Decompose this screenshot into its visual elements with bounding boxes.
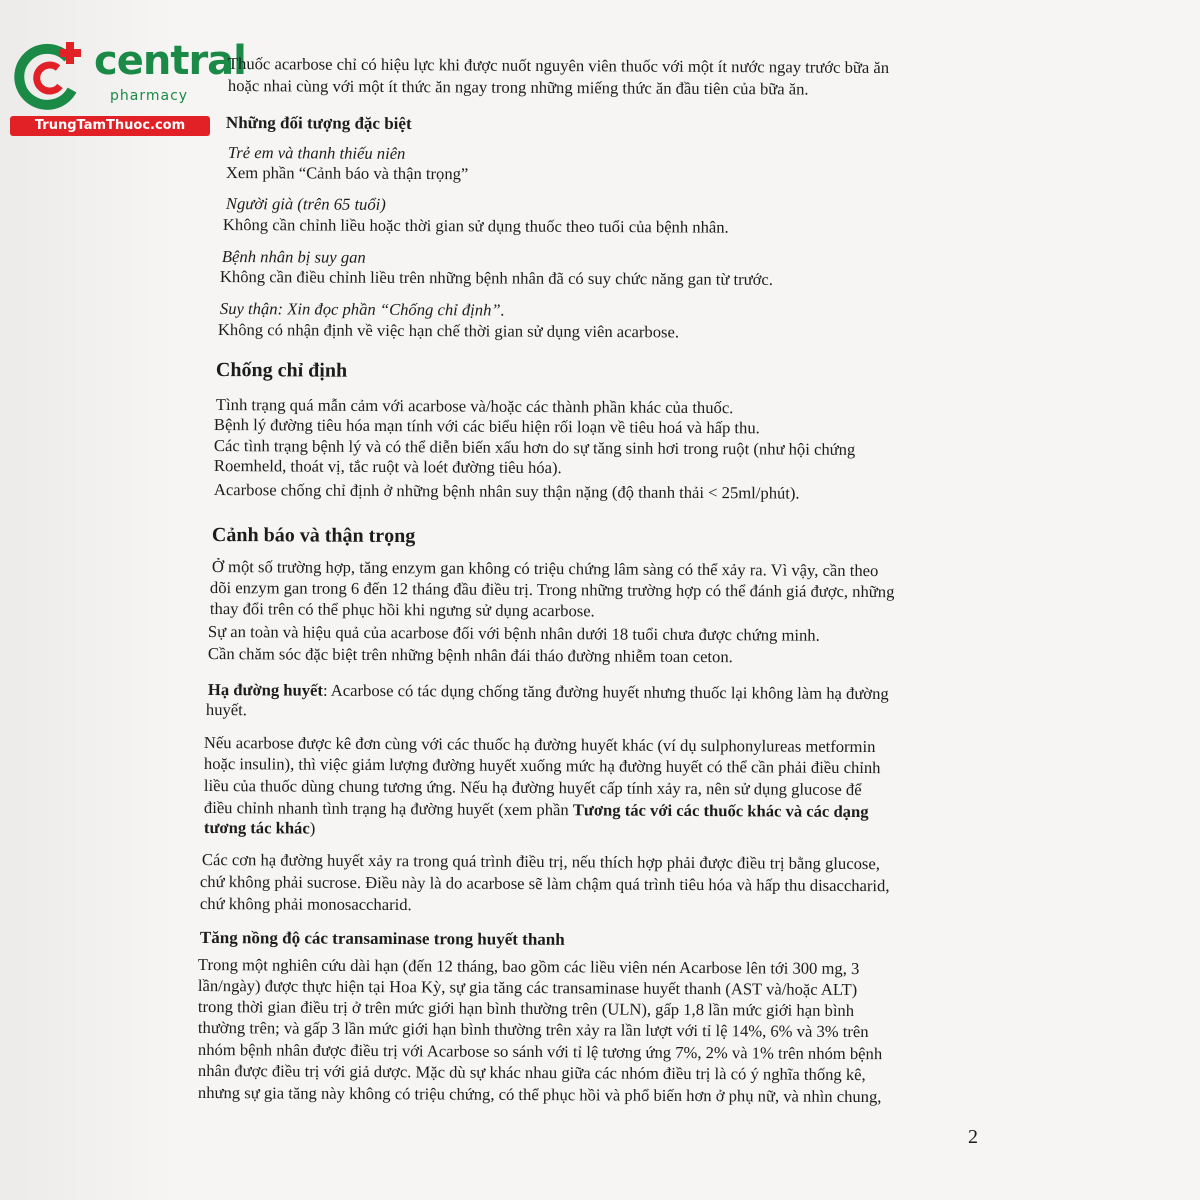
text-line (208, 680, 889, 704)
text-line-main: Các cơn hạ đường huyết xảy ra trong quá trình điều trị, nếu thích hợp phải được điều trị bằng glucose, (201, 850, 880, 874)
text-line-main: huyết. (205, 700, 248, 720)
logo-subtitle: pharmacy (110, 88, 189, 104)
text-line (204, 733, 876, 757)
text-line-main: Những đối tượng đặc biệt (225, 113, 412, 133)
text-line (210, 578, 895, 602)
text-line-main: Hạ đường huyết (207, 680, 324, 700)
text-line (200, 894, 412, 915)
text-line (206, 700, 247, 720)
text-line-rest: : Acarbose có tác dụng chống tăng đường huyết nhưng thuốc lại không làm hạ đường (322, 680, 889, 704)
text-line-main: Ở một số trường hợp, tăng enzym gan không có triệu chứng lâm sàng có thể xảy ra. Vì vậy, cần theo (211, 557, 879, 581)
text-line (198, 1018, 869, 1042)
text-line (198, 955, 860, 979)
text-line (204, 776, 862, 800)
text-line (198, 1083, 882, 1107)
text-line (223, 215, 729, 238)
text-line-main: trong thời gian điều trị ở trên mức giới hạn bình thường trên (ULN), gấp 1,8 lần mức giới hạn bình (197, 997, 855, 1021)
text-line (208, 622, 820, 646)
section-heading (226, 113, 412, 134)
text-line-main: Bệnh nhân bị suy gan (221, 247, 366, 267)
text-line (200, 872, 890, 896)
page-number: 2 (968, 1126, 978, 1148)
text-line (218, 320, 679, 342)
text-line-main: nhưng sự gia tăng này không có triệu chứng, có thể phục hồi và phổ biến hơn ở phụ nữ, và nhìn chung, (197, 1083, 882, 1107)
text-line-main: Tăng nồng độ các transaminase trong huyết thanh (199, 928, 565, 949)
text-line-main: Cần chăm sóc đặc biệt trên những bệnh nhân đái tháo đường nhiễm toan ceton. (207, 644, 733, 667)
text-line (208, 644, 733, 667)
text-line-main: Sự an toàn và hiệu quả của acarbose đối với bệnh nhân dưới 18 tuổi chưa được chứng minh. (207, 622, 820, 645)
text-line-main: nhân được điều trị với giả dược. Mặc dù sự khác nhau giữa các nhóm điều trị là có ý nghĩa thống kê, (197, 1061, 866, 1085)
text-line-main: Người già (trên 65 tuổi) (225, 194, 386, 214)
text-line (202, 850, 880, 874)
text-line (198, 997, 854, 1021)
logo-website-badge: TrungTamThuoc.com (10, 116, 210, 136)
logo-name: central (94, 38, 246, 84)
text-line-main: hoặc insulin), thì việc giảm lượng đường huyết xuống mức hạ đường huyết có thể cần phải điều chỉnh (203, 754, 881, 778)
text-line-main: thường trên; và gấp 3 lần mức giới hạn bình thường trên xảy ra lần lượt với tỉ lệ 14%, 6% và 3% trên (197, 1018, 869, 1042)
text-line-main: Suy thận: Xin đọc phần “Chống chỉ định”. (219, 299, 505, 320)
section-heading (212, 525, 415, 546)
text-line (222, 247, 366, 268)
text-line-main: Tình trạng quá mẫn cảm với acarbose và/hoặc các thành phần khác của thuốc. (215, 395, 734, 418)
text-line (212, 557, 879, 581)
section-heading (200, 928, 565, 950)
text-line-main: Không cần điều chỉnh liều trên những bệnh nhân đã có suy chức năng gan từ trước. (219, 267, 774, 289)
text-line-main: tương tác khác (203, 818, 310, 838)
text-line-main: hoặc nhai cùng với một ít thức ăn ngay trong những miếng thức ăn đầu tiên của bữa ăn. (227, 76, 809, 99)
text-line-main: Xem phần “Cảnh báo và thận trọng” (225, 163, 469, 184)
text-line-main: liều của thuốc dùng chung tương ứng. Nếu hạ đường huyết cấp tính xảy ra, nên sử dụng glucose để (203, 776, 862, 800)
text-line (220, 299, 505, 320)
text-line-main: Thuốc acarbose chỉ có hiệu lực khi được nuốt nguyên viên thuốc với một ít nước ngay trước bữa ăn (227, 54, 890, 78)
text-line (198, 1040, 882, 1064)
text-line (204, 754, 881, 778)
text-line-main: Trẻ em và thanh thiếu niên (227, 143, 406, 163)
text-line-main: nhóm bệnh nhân được điều trị với Acarbose so sánh với tỉ lệ tương ứng 7%, 2% và 1% trên nhóm bệnh (197, 1040, 883, 1064)
text-line (226, 163, 468, 184)
text-line (198, 976, 857, 1000)
text-line-main: chứ không phải monosaccharid. (199, 894, 412, 915)
text-line-rest: ) (309, 818, 316, 838)
text-line-main: lần/ngày) được thực hiện tại Hoa Kỳ, sự gia tăng các transaminase huyết thanh (AST và/hoặc ALT) (197, 976, 858, 1000)
text-line-main: Chống chỉ định (215, 359, 348, 382)
text-line-main: Không có nhận định về việc hạn chế thời gian sử dụng viên acarbose. (217, 320, 680, 342)
text-line (228, 143, 406, 164)
text-line-main: chứ không phải sucrose. Điều này là do acarbose sẽ làm chậm quá trình tiêu hóa và hấp thu disaccharid, (199, 872, 890, 896)
text-line (214, 456, 562, 478)
text-line-main: Không cần chỉnh liều hoặc thời gian sử dụng thuốc theo tuổi của bệnh nhân. (222, 215, 729, 237)
text-line (220, 267, 773, 290)
text-line-main: Các tình trạng bệnh lý và có thể diễn biến xấu hơn do sự tăng sinh hơi trong ruột (như hội chứng (213, 436, 856, 459)
text-line-main: Nếu acarbose được kê đơn cùng với các thuốc hạ đường huyết khác (ví dụ sulphonylureas metformin (203, 733, 876, 757)
text-line-main: Bệnh lý đường tiêu hóa mạn tính với các biểu hiện rối loạn về tiêu hoá và hấp thu. (213, 415, 760, 438)
text-line-main: thay đổi trên có thể phục hồi khi ngưng sử dụng acarbose. (209, 599, 595, 621)
text-line (228, 76, 809, 100)
text-line (198, 1061, 866, 1085)
text-line-bold: Tương tác với các thuốc khác và các dạng (572, 800, 869, 822)
text-line-main: Acarbose chống chỉ định ở những bệnh nhân suy thận nặng (độ thanh thải < 25ml/phút). (213, 480, 800, 503)
text-line-main: Cảnh báo và thận trọng (211, 524, 416, 548)
text-line-main: Trong một nghiên cứu dài hạn (đến 12 tháng, bao gồm các liều viên nén Acarbose lên tới 300 mg, 3 (197, 955, 860, 979)
text-line (204, 818, 315, 839)
text-line (210, 599, 595, 621)
text-line-main: Roemheld, thoát vị, tắc ruột và loét đường tiêu hóa). (213, 456, 562, 478)
text-line (214, 415, 760, 438)
text-line (228, 54, 889, 78)
text-line (226, 194, 386, 215)
text-line (214, 480, 800, 504)
text-line-main: dõi enzym gan trong 6 đến 12 tháng đầu điều trị. Trong những trường hợp có thể đánh giá được, những (209, 578, 895, 602)
text-line-main: điều chỉnh nhanh tình trạng hạ đường huyết (xem phần (203, 798, 573, 820)
section-heading (216, 360, 347, 381)
